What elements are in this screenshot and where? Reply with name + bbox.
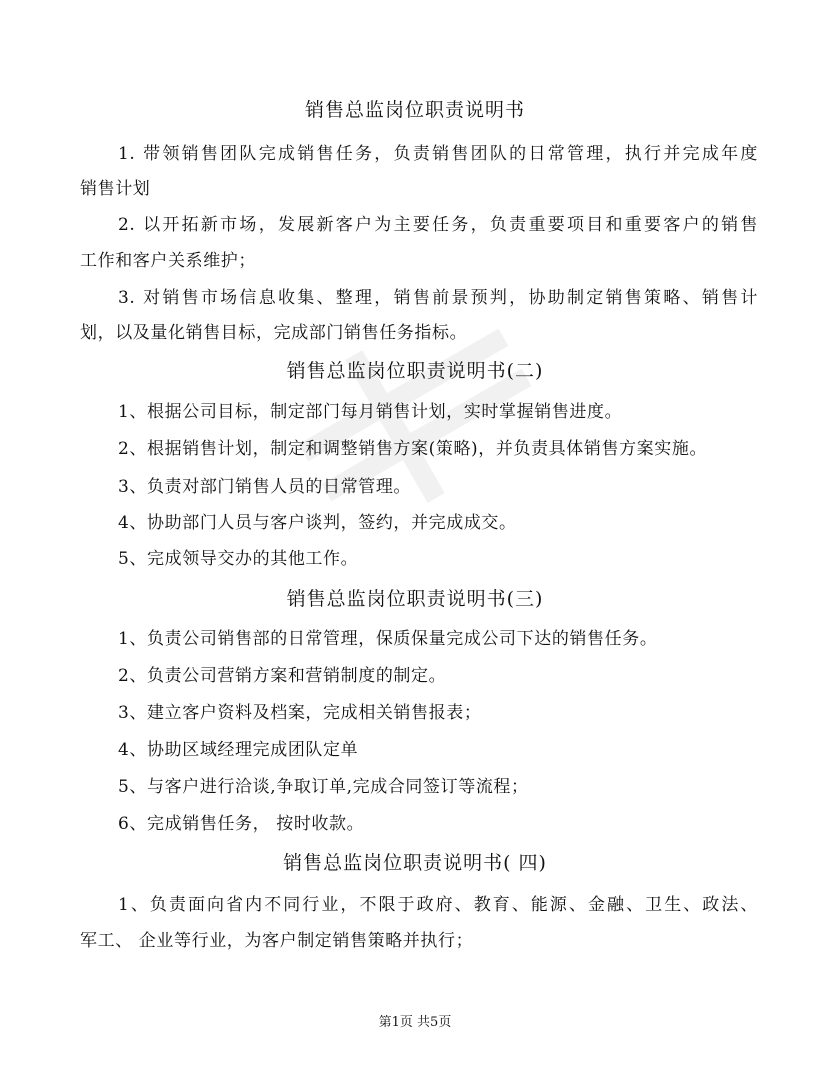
section-2-line-1: 1、根据公司目标，制定部门每月销售计划，实时掌握销售进度。: [118, 402, 623, 422]
section-1-title: 销售总监岗位职责说明书: [304, 99, 525, 121]
section-4-title: 销售总监岗位职责说明书( 四): [283, 852, 547, 874]
section-2-line-4: 4、协助部门人员与客户谈判，签约，并完成成交。: [118, 513, 517, 533]
section-1-line-4: 工作和客户关系维护；: [80, 251, 256, 271]
section-2-title: 销售总监岗位职责说明书(二): [286, 360, 544, 382]
section-2-line-5: 5、完成领导交办的其他工作。: [118, 549, 359, 569]
section-3-line-6: 6、完成销售任务， 按时收款。: [118, 814, 365, 834]
section-3-line-4: 4、协助区域经理完成团队定单: [118, 740, 359, 760]
page-footer: 第1页 共5页: [378, 1015, 452, 1030]
section-3-line-5: 5、与客户进行洽谈,争取订单,完成合同签订等流程；: [118, 777, 529, 797]
section-1-line-2: 销售计划: [80, 179, 151, 199]
section-4-line-1: 1、负责面向省内不同行业，不限于政府、教育、能源、金融、卫生、政法、: [118, 895, 758, 915]
section-1-line-1: 1. 带领销售团队完成销售任务，负责销售团队的日常管理，执行并完成年度: [118, 144, 758, 164]
section-4-line-2: 军工、 企业等行业，为客户制定销售策略并执行；: [80, 931, 474, 951]
section-2-line-3: 3、负责对部门销售人员的日常管理。: [118, 477, 412, 497]
section-3-line-3: 3、建立客户资料及档案，完成相关销售报表；: [118, 703, 482, 723]
section-1-line-5: 3. 对销售市场信息收集、整理，销售前景预判，协助制定销售策略、销售计: [118, 288, 758, 308]
section-2-line-2: 2、根据销售计划，制定和调整销售方案(策略)，并负责具体销售方案实施。: [118, 439, 708, 459]
section-3-line-2: 2、负责公司营销方案和营销制度的制定。: [118, 666, 447, 686]
section-3-title: 销售总监岗位职责说明书(三): [286, 588, 544, 610]
section-3-line-1: 1、负责公司销售部的日常管理，保质保量完成公司下达的销售任务。: [118, 629, 658, 649]
section-1-line-3: 2. 以开拓新市场，发展新客户为主要任务，负责重要项目和重要客户的销售: [118, 215, 758, 235]
section-1-line-6: 划，以及量化销售目标，完成部门销售任务指标。: [80, 323, 468, 343]
